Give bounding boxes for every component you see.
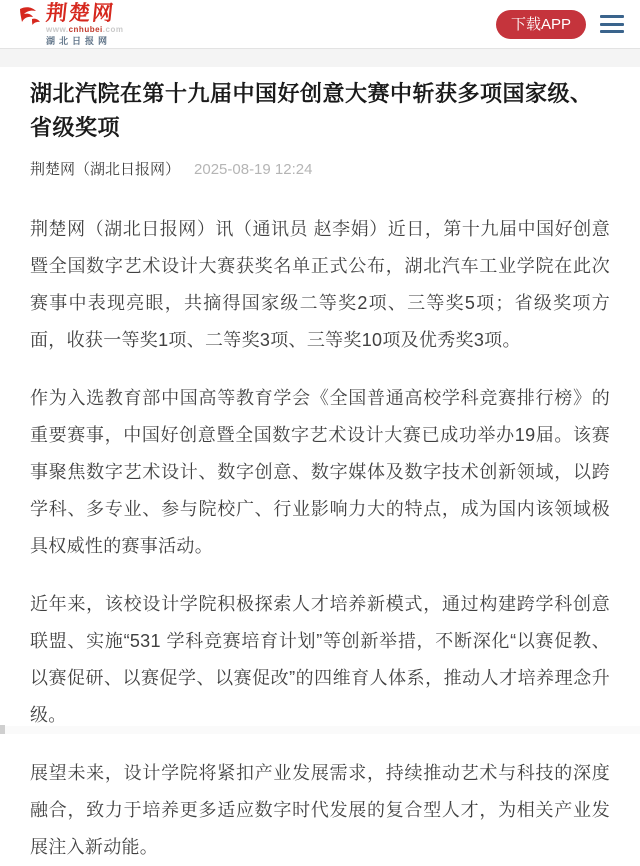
section-gap xyxy=(0,49,640,67)
site-header xyxy=(0,0,640,48)
site-logo[interactable] xyxy=(18,0,124,46)
hamburger-menu-icon[interactable] xyxy=(600,14,624,34)
article-timestamp: 2025-08-19 12:24 xyxy=(194,161,313,178)
logo-swoosh-icon xyxy=(18,5,44,27)
article-paragraph: 荆楚网（湖北日报网）讯（通讯员 赵李娟）近日，第十九届中国好创意暨全国数字艺术设计大赛获奖名单正式公布，湖北汽车工业学院在此次赛事中表现亮眼，共摘得国家级二等奖2项、三等奖5项；省级奖项方面，收获一等奖1项、二等奖3项、三等奖10项及优秀奖3项。 xyxy=(30,219,610,350)
logo-url-suffix: .com xyxy=(102,24,124,34)
article-source: 荆楚网（湖北日报网） xyxy=(30,161,181,178)
header-actions xyxy=(496,10,624,39)
article-title: 湖北汽院在第十九届中国好创意大赛中斩获多项国家级、省级奖项 xyxy=(30,81,593,140)
logo-brand-name: 荆楚网 xyxy=(44,0,117,25)
logo-url xyxy=(46,26,123,34)
article-paragraph: 展望未来，设计学院将紧扣产业发展需求，持续推动艺术与科技的深度融合，致力于培养更多适应数字时代发展的复合型人才，为相关产业发展注入新动能。 xyxy=(30,763,610,857)
download-app-button[interactable]: 下载APP xyxy=(496,10,586,39)
partial-element-sliver xyxy=(0,725,5,734)
logo-subbrand: 湖北日报网 xyxy=(46,35,112,46)
article-card xyxy=(0,67,640,866)
article-paragraph: 作为入选教育部中国高等教育学会《全国普通高校学科竞赛排行榜》的重要赛事，中国好创意暨全国数字艺术设计大赛已成功举办19届。该赛事聚焦数字艺术设计、数字创意、数字媒体及数字技术创新领域，以跨学科、多专业、参与院校广、行业影响力大的特点，成为国内该领域极具权威性的赛事活动。 xyxy=(30,388,610,556)
next-content-edge xyxy=(0,726,640,734)
article-body xyxy=(30,211,610,866)
article-paragraph: 近年来，该校设计学院积极探索人才培养新模式，通过构建跨学科创意联盟、实施“531 学科竞赛培育计划”等创新举措，不断深化“以赛促教、以赛促研、以赛促学、以赛促改”的四维育人体系，推动人才培养理念升级。 xyxy=(30,594,610,725)
logo-text xyxy=(44,0,124,46)
logo-url-domain: cnhubei xyxy=(68,24,103,34)
article-meta xyxy=(30,158,610,179)
logo-url-prefix: www. xyxy=(46,24,69,34)
